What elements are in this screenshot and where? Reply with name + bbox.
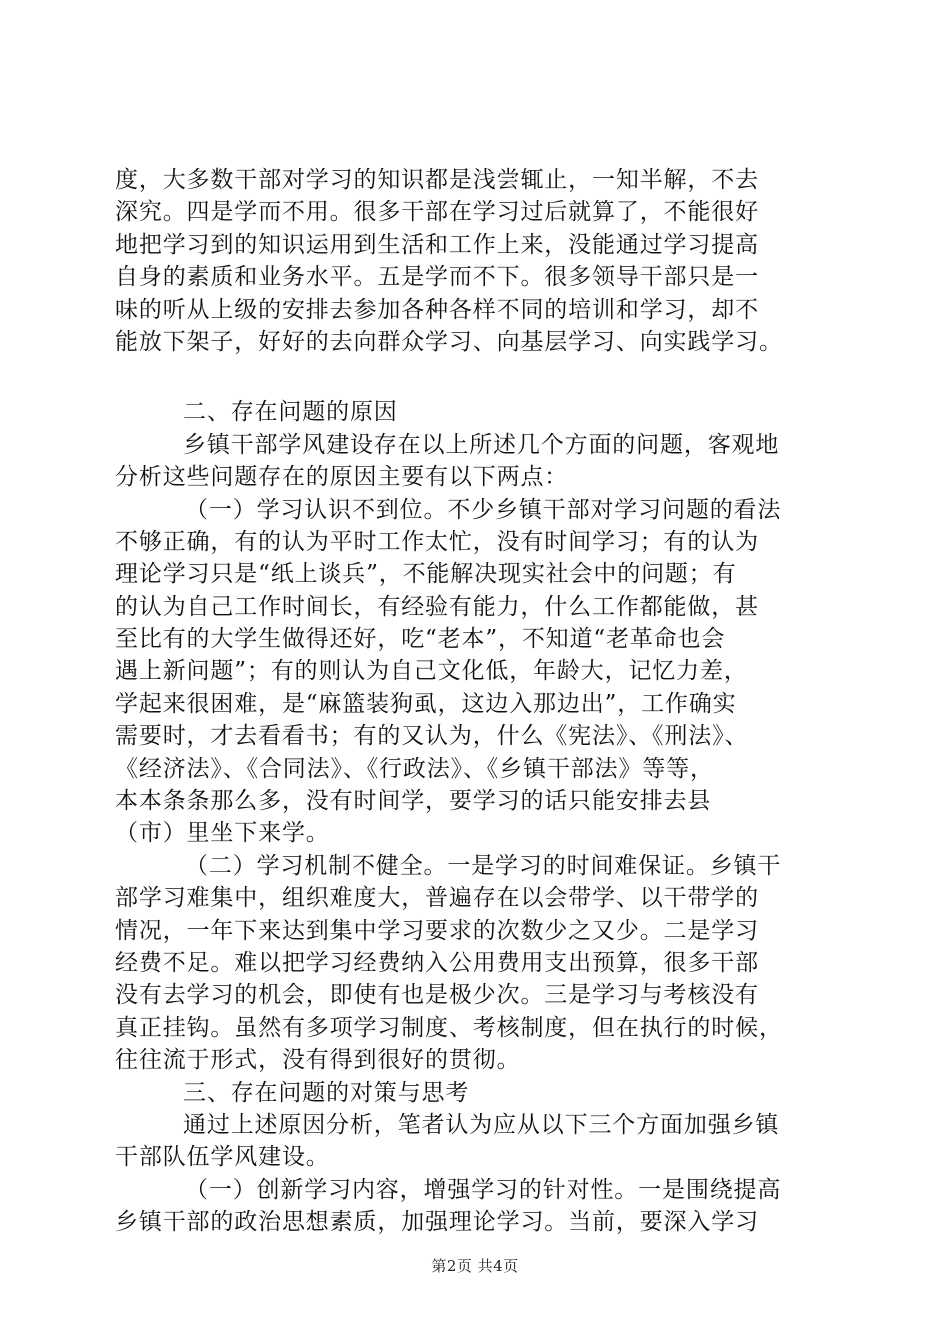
paragraph-gap <box>115 358 835 396</box>
paragraph-2 <box>115 429 835 494</box>
text-line: （一）学习认识不到位。不少乡镇干部对学习问题的看法 <box>185 496 782 523</box>
text-line: 部学习难集中，组织难度大，普遍存在以会带学、以干带学的 <box>115 885 759 912</box>
text-line: 干部队伍学风建设。 <box>115 1144 330 1171</box>
document-body <box>115 164 835 1239</box>
text-line: 真正挂钩。虽然有多项学习制度、考核制度，但在执行的时候， <box>115 1014 783 1041</box>
text-line: 分析这些问题存在的原因主要有以下两点： <box>115 464 569 491</box>
text-line: 理论学习只是“纸上谈兵”，不能解决现实社会中的问题；有 <box>115 561 737 588</box>
page-number-footer: 第2页 共4页 <box>431 1257 519 1275</box>
text-line: 学起来很困难，是“麻篮装狗虱，这边入那边出”，工作确实 <box>115 690 737 717</box>
text-line: 乡镇干部学风建设存在以上所述几个方面的问题，客观地 <box>183 431 780 458</box>
text-line: 《经济法》、《合同法》、《行政法》、《乡镇干部法》等等， <box>115 755 714 782</box>
text-line: 度，大多数干部对学习的知识都是浅尝辄止，一知半解，不去 <box>115 167 759 193</box>
text-line: （二）学习机制不健全。一是学习的时间难保证。乡镇干 <box>185 852 782 879</box>
text-line: 自身的素质和业务水平。五是学而不下。很多领导干部只是一 <box>115 264 759 291</box>
text-line: 的认为自己工作时间长，有经验有能力，什么工作都能做，甚 <box>115 593 759 620</box>
text-line: 通过上述原因分析，笔者认为应从以下三个方面加强乡镇 <box>183 1111 780 1138</box>
paragraph-3 <box>115 494 835 850</box>
text-line: 往往流于形式，没有得到很好的贯彻。 <box>115 1047 521 1074</box>
paragraph-6 <box>115 1174 835 1239</box>
section-heading-3: 三、存在问题的对策与思考 <box>183 1079 470 1106</box>
text-line: 遇上新问题”；有的则认为自己文化低，年龄大，记忆力差， <box>115 658 748 685</box>
text-line: 情况，一年下来达到集中学习要求的次数少之又少。二是学习 <box>115 917 759 944</box>
text-line: 味的听从上级的安排去参加各种各样不同的培训和学习，却不 <box>115 296 759 323</box>
text-line: 能放下架子，好好的去向群众学习、向基层学习、向实践学习。 <box>115 328 783 355</box>
text-line: （一）创新学习内容，增强学习的针对性。一是围绕提高 <box>185 1176 782 1203</box>
text-line: （市）里坐下来学。 <box>115 820 330 847</box>
text-line: 乡镇干部的政治思想素质，加强理论学习。当前，要深入学习 <box>115 1209 759 1236</box>
text-line: 至比有的大学生做得还好，吃“老本”，不知道“老革命也会 <box>115 626 726 653</box>
text-line: 地把学习到的知识运用到生活和工作上来，没能通过学习提高 <box>115 231 759 258</box>
text-line: 本本条条那么多，没有时间学，要学习的话只能安排去县 <box>115 788 712 815</box>
text-line: 不够正确，有的认为平时工作太忙，没有时间学习；有的认为 <box>115 528 759 555</box>
paragraph-4 <box>115 850 835 1077</box>
text-line: 深究。四是学而不用。很多干部在学习过后就算了，不能很好 <box>115 199 759 226</box>
text-line: 需要时，才去看看书；有的又认为，什么《宪法》、《刑法》、 <box>115 723 749 750</box>
section-heading-2: 二、存在问题的原因 <box>183 399 398 426</box>
paragraph-1 <box>115 164 835 358</box>
text-line: 没有去学习的机会，即使有也是极少次。三是学习与考核没有 <box>115 982 759 1009</box>
paragraph-5 <box>115 1109 835 1174</box>
text-line: 经费不足。难以把学习经费纳入公用费用支出预算，很多干部 <box>115 949 759 976</box>
